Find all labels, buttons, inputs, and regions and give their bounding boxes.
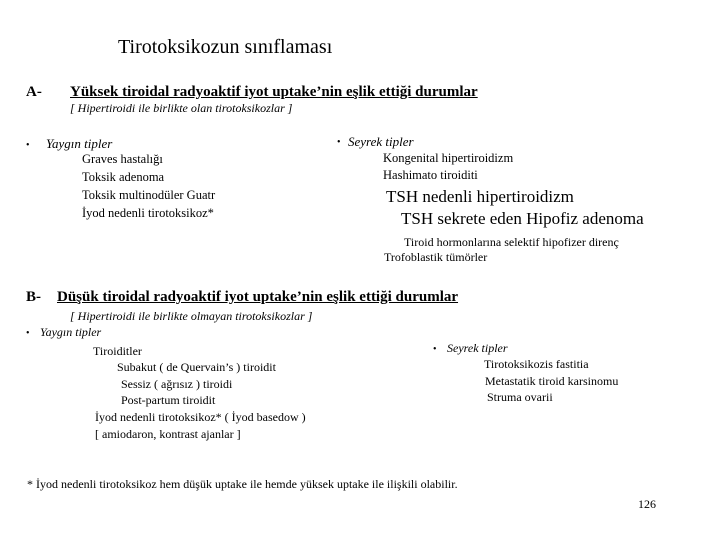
section-a-subheading: [ Hipertiroidi ile birlikte olan tirotoksikozlar ] — [70, 101, 293, 115]
section-b-heading: Düşük tiroidal radyoaktif iyot uptake’nin eşlik ettiği durumlar — [57, 289, 459, 305]
section-a-rare-list — [383, 150, 513, 184]
list-item: Tirotoksikozis fastitia — [484, 357, 589, 371]
section-b-rare-label: Seyrek tipler — [447, 341, 508, 355]
section-b-letter: B- — [26, 289, 41, 305]
list-item: Kongenital hipertiroidizm — [383, 151, 514, 165]
list-item: Graves hastalığı — [82, 152, 163, 166]
section-b-subheading: [ Hipertiroidi ile birlikte olmayan tirotoksikozlar ] — [70, 309, 313, 323]
list-item: Trofoblastik tümörler — [384, 250, 488, 264]
tsh-subtitle: TSH sekrete eden Hipofiz adenoma — [401, 209, 644, 228]
page-title: Tirotoksikozun sınıflaması — [118, 36, 333, 58]
bullet-icon: • — [433, 344, 437, 355]
list-item: Post-partum tiroidit — [121, 393, 216, 407]
list-item: Subakut ( de Quervain’s ) tiroidit — [117, 360, 276, 374]
section-a-heading: Yüksek tiroidal radyoaktif iyot uptake’nin eşlik ettiği durumlar — [70, 84, 478, 100]
bullet-icon: • — [26, 328, 30, 339]
list-item: İyod nedenli tirotoksikoz* ( İyod basedow ) — [95, 410, 306, 424]
list-item: Toksik multinodüler Guatr — [82, 188, 216, 202]
section-a-letter: A- — [26, 84, 42, 100]
list-item: Toksik adenoma — [82, 170, 165, 184]
section-a-common-label: Yaygın tipler — [46, 136, 113, 151]
list-item: Tiroiditler — [93, 344, 142, 358]
tsh-title: TSH nedenli hipertiroidizm — [386, 187, 574, 206]
bullet-icon: • — [337, 137, 341, 148]
section-a-common-list — [82, 150, 215, 222]
footnote: * İyod nedenli tirotoksikoz hem düşük uptake ile hemde yüksek uptake ile ilişkili olabilir. — [27, 477, 458, 491]
section-a-rare-label: Seyrek tipler — [348, 134, 414, 149]
list-item: Metastatik tiroid karsinomu — [485, 374, 619, 388]
list-item: Hashimato tiroiditi — [383, 168, 478, 182]
section-b-common-label: Yaygın tipler — [40, 325, 102, 339]
list-item: Sessiz ( ağrısız ) tiroidi — [121, 377, 233, 391]
list-item: Struma ovarii — [487, 390, 553, 404]
list-item: [ amiodaron, kontrast ajanlar ] — [95, 427, 241, 441]
bullet-icon: • — [26, 140, 30, 151]
page-number: 126 — [638, 497, 656, 511]
list-item: İyod nedenli tirotoksikoz* — [82, 206, 214, 220]
list-item: Tiroid hormonlarına selektif hipofizer direnç — [404, 235, 619, 249]
